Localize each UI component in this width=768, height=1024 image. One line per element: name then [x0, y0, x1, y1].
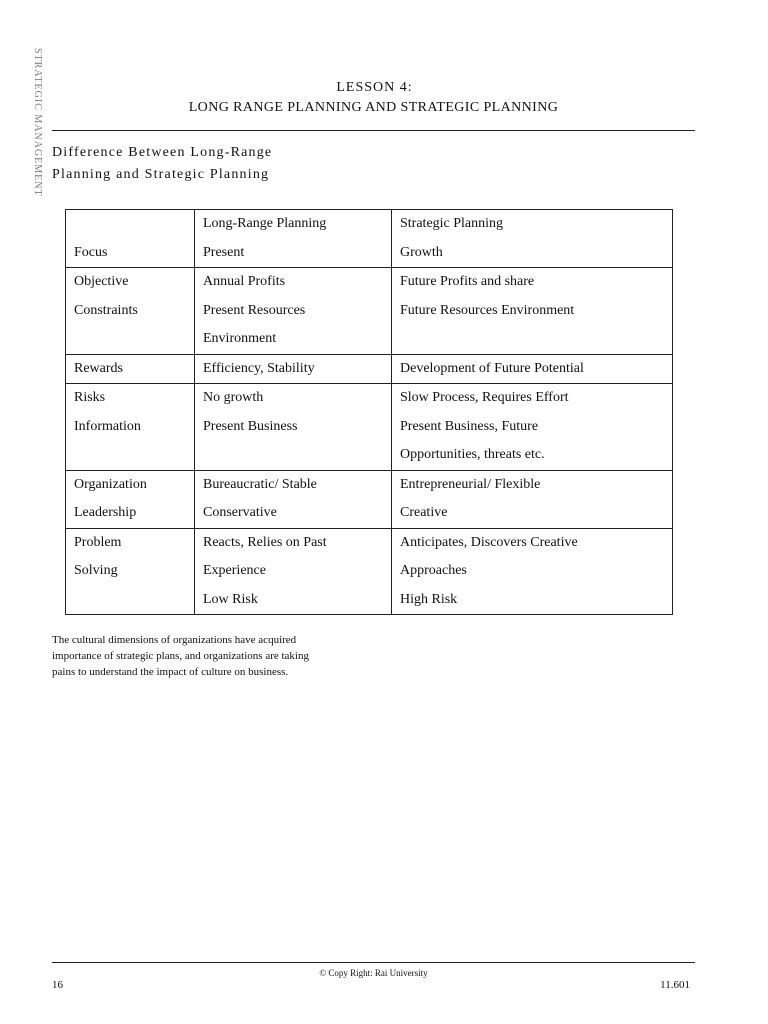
table-cell: [195, 470, 392, 528]
lesson-number: LESSON 4:: [336, 80, 413, 95]
cell-line: Approaches: [400, 563, 467, 578]
cell-line: Present Business: [203, 418, 298, 434]
cell-line: Creative: [400, 505, 448, 520]
cell-line: Bureaucratic/ Stable: [203, 476, 317, 492]
cell-line: Development of Future Potential: [400, 360, 584, 376]
cell-line: Growth: [400, 244, 443, 260]
cell-line: Low Risk: [203, 591, 258, 607]
table-cell: [195, 528, 392, 615]
table-cell: [66, 210, 195, 268]
side-running-label: STRATEGIC MANAGEMENT: [32, 48, 43, 197]
table-row: [66, 268, 673, 355]
cell-line: Present Business, Future: [400, 418, 539, 434]
table-row: [66, 354, 673, 384]
cell-line: Constraints: [74, 302, 138, 318]
cell-line: No growth: [203, 390, 264, 405]
cell-line: Leadership: [74, 505, 137, 520]
section-heading-line-2: Planning and Strategic Planning: [52, 167, 270, 182]
table-cell: [195, 268, 392, 355]
cell-line: Focus: [74, 244, 108, 260]
cell-line: Annual Profits: [203, 274, 286, 289]
cell-line: Efficiency, Stability: [203, 360, 315, 376]
cell-line: Experience: [203, 563, 266, 578]
table-cell: [392, 354, 673, 384]
table-cell: [66, 384, 195, 471]
cell-line: Problem: [74, 534, 122, 550]
cell-line: Future Resources Environment: [400, 302, 575, 318]
table-cell: [392, 268, 673, 355]
cell-line: Rewards: [74, 360, 123, 376]
cell-line: Present: [203, 244, 245, 260]
cell-line: Slow Process, Requires Effort: [400, 390, 569, 405]
paragraph-line-2: importance of strategic plans, and organizations are taking: [52, 650, 309, 662]
cell-line: Strategic Planning: [400, 216, 504, 231]
cell-line: Solving: [74, 563, 118, 578]
cell-line: Opportunities, threats etc.: [400, 447, 545, 462]
header-divider: [52, 130, 695, 131]
table-cell: [392, 528, 673, 615]
cell-line: Long-Range Planning: [203, 216, 327, 231]
cell-line: Environment: [203, 331, 277, 346]
comparison-table-body: [66, 210, 673, 615]
table-row: [66, 384, 673, 471]
table-cell: [392, 470, 673, 528]
table-cell: [66, 354, 195, 384]
footer-divider: [52, 962, 695, 963]
lesson-header: [52, 78, 695, 118]
body-paragraph: [52, 632, 352, 680]
cell-line: Entrepreneurial/ Flexible: [400, 476, 541, 492]
copyright-notice: © Copy Right: Rai University: [319, 968, 428, 978]
comparison-table: [65, 209, 673, 615]
cell-line: Risks: [74, 390, 106, 405]
cell-line: Information: [74, 418, 141, 434]
table-cell: [66, 528, 195, 615]
table-row: [66, 210, 673, 268]
table-cell: [195, 384, 392, 471]
table-cell: [392, 384, 673, 471]
paragraph-line-3: pains to understand the impact of culture on business.: [52, 666, 289, 678]
cell-line: Reacts, Relies on Past: [203, 534, 327, 550]
table-cell: [66, 268, 195, 355]
cell-line: Objective: [74, 274, 129, 289]
table-row: [66, 528, 673, 615]
table-cell: [195, 354, 392, 384]
page-number: 16: [52, 979, 63, 991]
cell-line: Anticipates, Discovers Creative: [400, 534, 578, 550]
cell-line: Conservative: [203, 505, 277, 520]
cell-line: Organization: [74, 476, 147, 492]
document-code: 11.601: [660, 979, 690, 991]
table-row: [66, 470, 673, 528]
cell-line: [74, 210, 186, 239]
cell-line: High Risk: [400, 591, 458, 607]
paragraph-line-1: The cultural dimensions of organizations have acquired: [52, 634, 297, 646]
section-heading-line-1: Difference Between Long-Range: [52, 145, 273, 160]
lesson-title: LONG RANGE PLANNING AND STRATEGIC PLANNING: [188, 100, 559, 115]
table-cell: [66, 470, 195, 528]
cell-line: Future Profits and share: [400, 274, 535, 289]
table-cell: [392, 210, 673, 268]
table-cell: [195, 210, 392, 268]
section-heading: [52, 142, 272, 186]
cell-line: Present Resources: [203, 302, 306, 318]
